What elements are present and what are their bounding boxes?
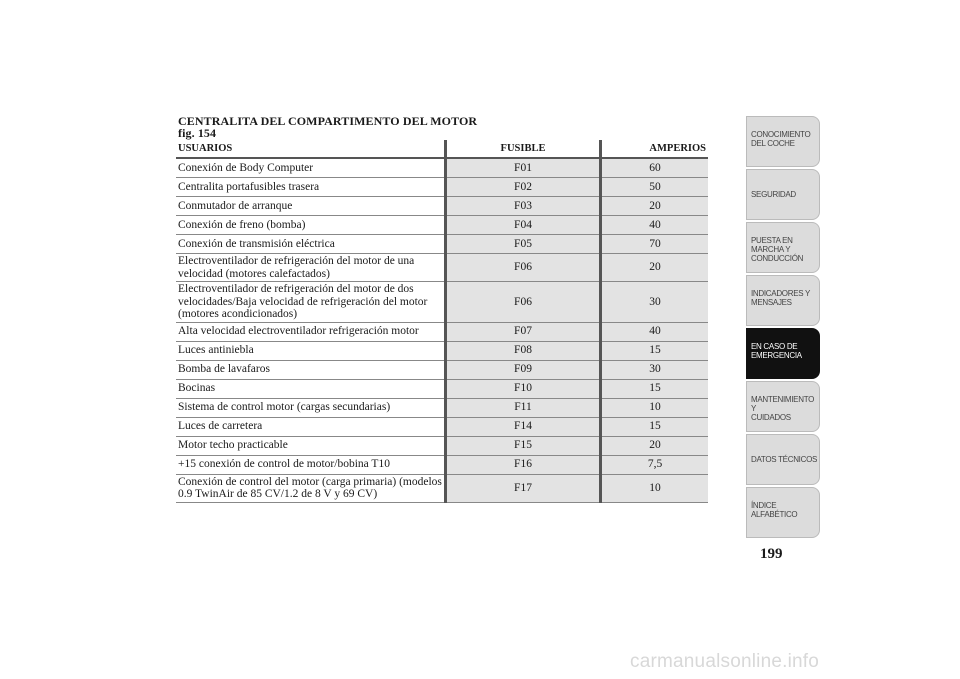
table-row <box>176 455 708 474</box>
user-cell: Centralita portafusibles trasera <box>176 178 446 197</box>
user-cell: Bocinas <box>176 379 446 398</box>
fuse-cell: F09 <box>446 360 601 379</box>
chapter-tabs <box>746 116 820 540</box>
user-cell: Sistema de control motor (cargas secundarias) <box>176 398 446 417</box>
fuse-cell: F17 <box>446 474 601 502</box>
amps-cell: 20 <box>601 436 709 455</box>
fuse-cell: F06 <box>446 254 601 282</box>
user-cell: Conexión de Body Computer <box>176 158 446 178</box>
amps-cell: 10 <box>601 398 709 417</box>
section-title-line1: CENTRALITA DEL COMPARTIMENTO DEL MOTOR <box>178 114 478 128</box>
user-cell: Bomba de lavafaros <box>176 360 446 379</box>
amps-cell: 50 <box>601 178 709 197</box>
column-header-users: USUARIOS <box>176 140 446 158</box>
table-row <box>176 235 708 254</box>
table-header-row <box>176 140 708 158</box>
fuse-cell: F06 <box>446 282 601 323</box>
figure-reference: fig. 154 <box>178 126 217 140</box>
user-cell: Conexión de control del motor (carga primaria) (modelos 0.9 TwinAir de 85 CV/1.2 de 8 V y 69 CV) <box>176 474 446 502</box>
tab-datos-tecnicos[interactable]: DATOS TÉCNICOS <box>746 434 820 485</box>
fuse-cell: F04 <box>446 216 601 235</box>
table-row <box>176 474 708 502</box>
amps-cell: 60 <box>601 158 709 178</box>
user-cell: Conexión de transmisión eléctrica <box>176 235 446 254</box>
user-cell: Electroventilador de refrigeración del motor de una velocidad (motores calefactados) <box>176 254 446 282</box>
fuse-table <box>176 140 708 503</box>
tab-indice[interactable]: ÍNDICE ALFABÉTICO <box>746 487 820 538</box>
table-row <box>176 379 708 398</box>
amps-cell: 15 <box>601 341 709 360</box>
amps-cell: 70 <box>601 235 709 254</box>
column-header-amps: AMPERIOS <box>601 140 709 158</box>
section-title <box>178 115 477 139</box>
fuse-cell: F15 <box>446 436 601 455</box>
table-row <box>176 254 708 282</box>
table-row <box>176 398 708 417</box>
table-row <box>176 282 708 323</box>
fuse-cell: F07 <box>446 322 601 341</box>
tab-emergencia[interactable]: EN CASO DE EMERGENCIA <box>746 328 820 379</box>
table-row <box>176 322 708 341</box>
user-cell: Motor techo practicable <box>176 436 446 455</box>
fuse-cell: F02 <box>446 178 601 197</box>
table-row <box>176 417 708 436</box>
tab-puesta-en-marcha[interactable]: PUESTA EN MARCHA Y CONDUCCIÓN <box>746 222 820 273</box>
amps-cell: 20 <box>601 254 709 282</box>
fuse-cell: F16 <box>446 455 601 474</box>
watermark: carmanualsonline.info <box>630 651 820 672</box>
amps-cell: 7,5 <box>601 455 709 474</box>
amps-cell: 10 <box>601 474 709 502</box>
amps-cell: 20 <box>601 197 709 216</box>
user-cell: Luces antiniebla <box>176 341 446 360</box>
fuse-cell: F08 <box>446 341 601 360</box>
fuse-cell: F10 <box>446 379 601 398</box>
tab-conocimiento[interactable]: CONOCIMIENTO DEL COCHE <box>746 116 820 167</box>
tab-mantenimiento[interactable]: MANTENIMIENTO Y CUIDADOS <box>746 381 820 432</box>
fuse-cell: F11 <box>446 398 601 417</box>
tab-seguridad[interactable]: SEGURIDAD <box>746 169 820 220</box>
amps-cell: 40 <box>601 216 709 235</box>
amps-cell: 30 <box>601 360 709 379</box>
amps-cell: 30 <box>601 282 709 323</box>
user-cell: Electroventilador de refrigeración del motor de dos velocidades/Baja velocidad de refrigeración del motor (motores acondicionados) <box>176 282 446 323</box>
tab-indicadores[interactable]: INDICADORES Y MENSAJES <box>746 275 820 326</box>
table-row <box>176 360 708 379</box>
fuse-cell: F01 <box>446 158 601 178</box>
user-cell: +15 conexión de control de motor/bobina T10 <box>176 455 446 474</box>
table-row <box>176 158 708 178</box>
amps-cell: 15 <box>601 379 709 398</box>
fuse-cell: F14 <box>446 417 601 436</box>
amps-cell: 15 <box>601 417 709 436</box>
table-row <box>176 197 708 216</box>
user-cell: Luces de carretera <box>176 417 446 436</box>
user-cell: Conexión de freno (bomba) <box>176 216 446 235</box>
column-header-fuse: FUSIBLE <box>446 140 601 158</box>
table-row <box>176 178 708 197</box>
fuse-cell: F03 <box>446 197 601 216</box>
fuse-cell: F05 <box>446 235 601 254</box>
table-row <box>176 436 708 455</box>
user-cell: Conmutador de arranque <box>176 197 446 216</box>
amps-cell: 40 <box>601 322 709 341</box>
table-row <box>176 341 708 360</box>
table-row <box>176 216 708 235</box>
page-number: 199 <box>760 546 783 562</box>
user-cell: Alta velocidad electroventilador refrigeración motor <box>176 322 446 341</box>
